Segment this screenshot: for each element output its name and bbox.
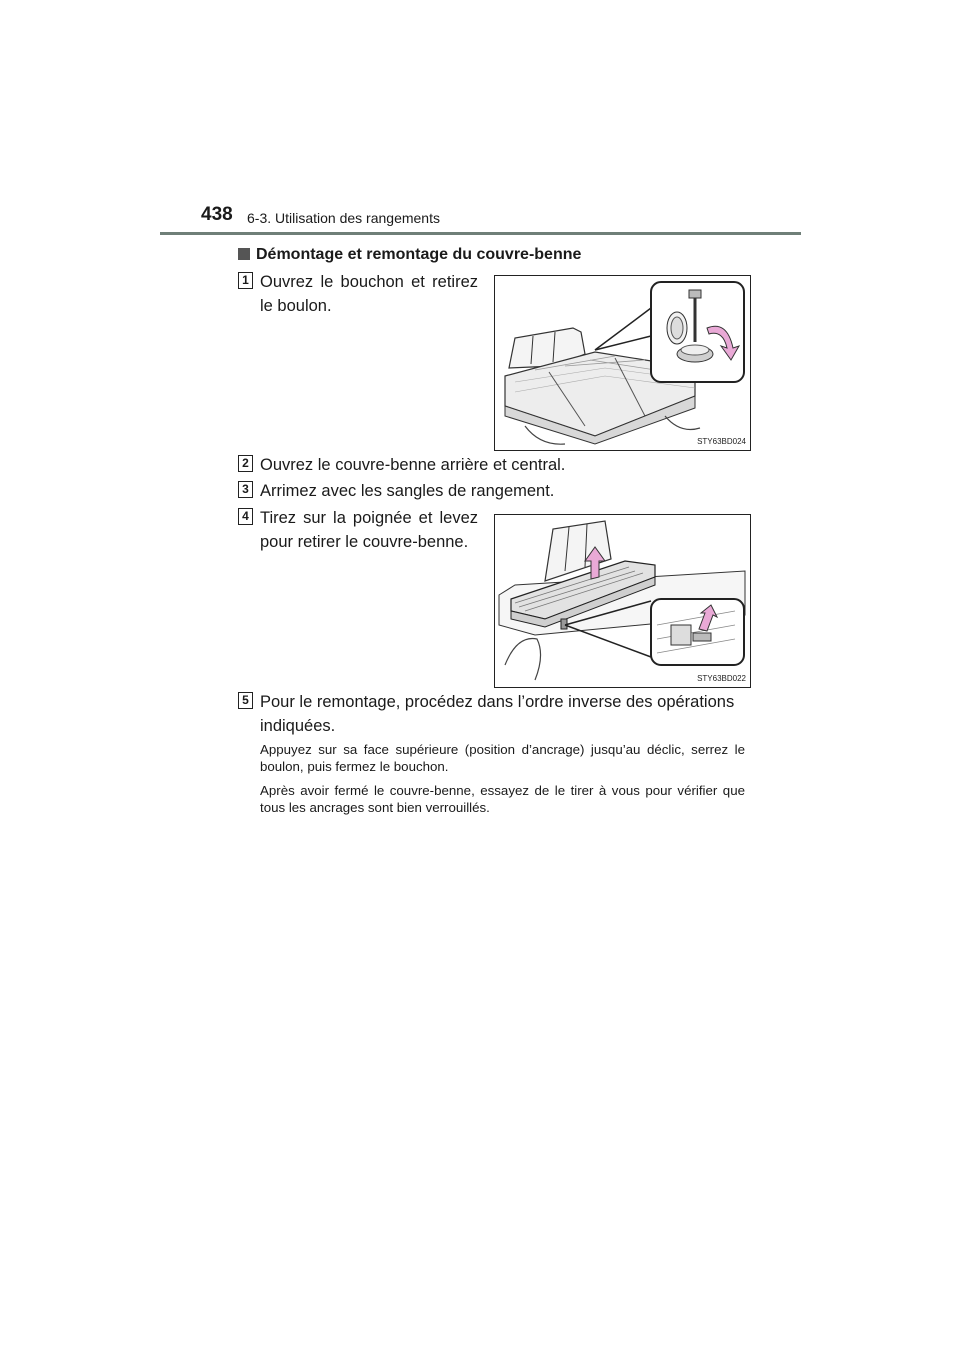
figure-remove-bed-cover — [494, 514, 751, 688]
note-2: Après avoir fermé le couvre-benne, essayez de le tirer à vous pour vérifier que tous les ancrages sont bien verrouillés. — [260, 783, 745, 815]
step-4-text: Tirez sur la poignée et levez pour retirer le couvre-benne. — [260, 509, 478, 551]
figure-bed-cover-bolt — [494, 275, 751, 451]
figure-1-code: STY63BD024 — [697, 437, 746, 446]
heading-square-icon — [238, 248, 250, 260]
section-title: 6-3. Utilisation des rangements — [247, 210, 440, 226]
step-badge-3: 3 — [238, 481, 253, 498]
step-5-text: Pour le remontage, procédez dans l’ordre inverse des opérations indiquées. — [260, 693, 735, 735]
page-number: 438 — [201, 204, 233, 225]
step-1-text: Ouvrez le bouchon et retirez le boulon. — [260, 273, 478, 315]
figure-2-illustration — [495, 515, 750, 687]
step-3-text: Arrimez avec les sangles de rangement. — [260, 482, 555, 500]
step-badge-4: 4 — [238, 508, 253, 525]
section-heading — [238, 246, 581, 264]
figure-2-code: STY63BD022 — [697, 674, 746, 683]
step-badge-1: 1 — [238, 272, 253, 289]
step-badge-2: 2 — [238, 455, 253, 472]
step-2-text: Ouvrez le couvre-benne arrière et central. — [260, 456, 566, 474]
note-1: Appuyez sur sa face supérieure (position d’ancrage) jusqu’au déclic, serrez le boulon, puis fermez le bouchon. — [260, 742, 745, 774]
heading-text: Démontage et remontage du couvre-benne — [256, 246, 582, 263]
header-rule — [160, 232, 801, 235]
step-badge-5: 5 — [238, 692, 253, 709]
figure-1-illustration — [495, 276, 750, 450]
